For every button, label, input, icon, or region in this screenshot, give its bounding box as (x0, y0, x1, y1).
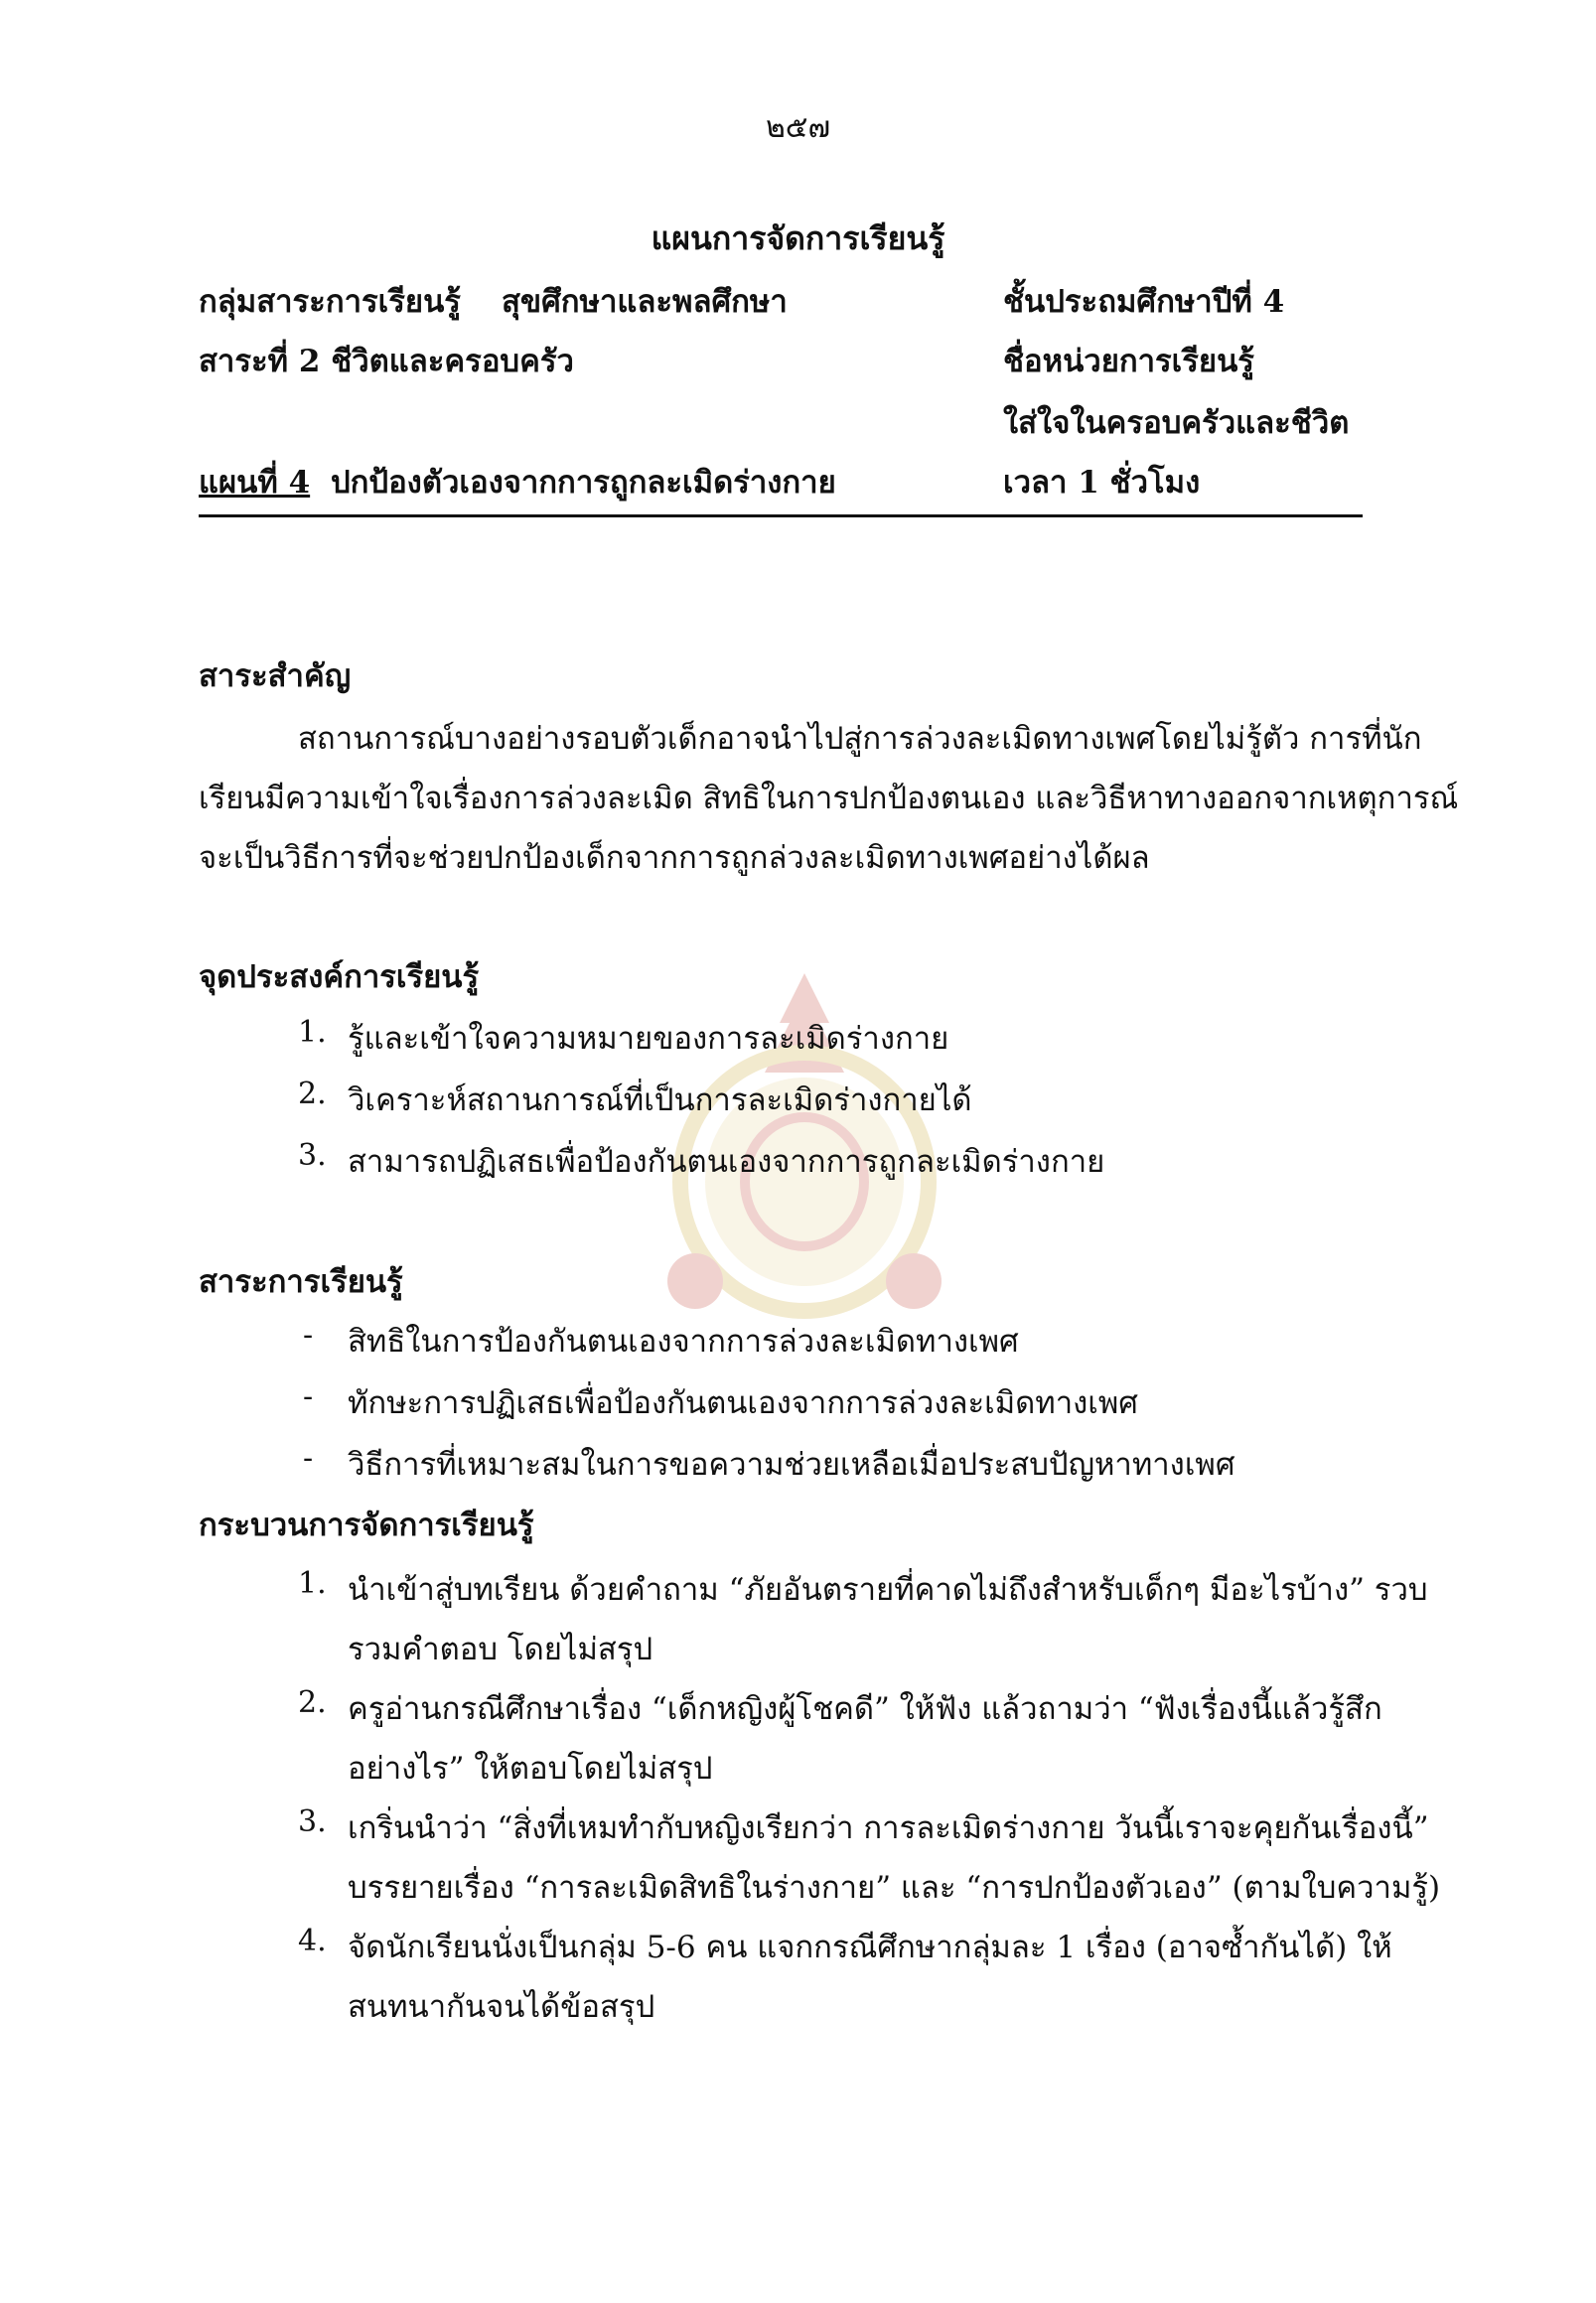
process-heading: กระบวนการจัดการเรียนรู้ (199, 1508, 534, 1543)
key-concept-line: สถานการณ์บางอย่างรอบตัวเด็กอาจนำไปสู่การล่วงละเมิดทางเพศโดยไม่รู้ตัว การที่นัก (298, 721, 1422, 757)
objective-number: 1. (298, 1015, 327, 1050)
unit-name: ใส่ใจในครอบครัวและชีวิต (1003, 405, 1350, 441)
key-concept-line: เรียนมีความเข้าใจเรื่องการล่วงละเมิด สิทธิในการปกป้องตนเอง และวิธีหาทางออกจากเหตุการณ์ (199, 781, 1459, 816)
objective-text: สามารถปฏิเสธเพื่อป้องกันตนเองจากการถูกละเมิดร่างกาย (348, 1144, 1105, 1180)
plan-title: ปกป้องตัวเองจากการถูกละเมิดร่างกาย (330, 465, 836, 501)
subject-group-label: กลุ่มสาระการเรียนรู้ (199, 284, 461, 320)
page-number: ๒๕๗ (765, 110, 831, 145)
process-text: เกริ่นนำว่า “สิ่งที่เหมทำกับหญิงเรียกว่า การละเมิดร่างกาย วันนี้เราจะคุยกันเรื่องนี้” (348, 1810, 1429, 1846)
time: เวลา 1 ชั่วโมง (1003, 465, 1201, 501)
grade-level: ชั้นประถมศึกษาปีที่ 4 (1003, 284, 1285, 320)
process-text: ครูอ่านกรณีศึกษาเรื่อง “เด็กหญิงผู้โชคดี” ให้ฟัง แล้วถามว่า “ฟังเรื่องนี้แล้วรู้สึก (348, 1691, 1382, 1727)
process-text: สนทนากันจนได้ข้อสรุป (348, 1989, 655, 2025)
plan-heading (199, 457, 836, 506)
objective-number: 3. (298, 1138, 327, 1173)
process-text: รวมคำตอบ โดยไม่สรุป (348, 1632, 653, 1667)
objective-text: วิเคราะห์สถานการณ์ที่เป็นการละเมิดร่างกายได้ (348, 1082, 972, 1118)
content-text: ทักษะการปฏิเสธเพื่อป้องกันตนเองจากการล่วงละเมิดทางเพศ (348, 1385, 1138, 1421)
document-title: แผนการจัดการเรียนรู้ (651, 219, 945, 257)
content-text: สิทธิในการป้องกันตนเองจากการล่วงละเมิดทางเพศ (348, 1324, 1019, 1360)
key-concept-heading: สาระสำคัญ (199, 658, 352, 694)
process-text: จัดนักเรียนนั่งเป็นกลุ่ม 5-6 คน แจกกรณีศึกษากลุ่มละ 1 เรื่อง (อาจซ้ำกันได้) ให้ (348, 1930, 1392, 1965)
strand: สาระที่ 2 ชีวิตและครอบครัว (199, 344, 574, 379)
process-text: บรรยายเรื่อง “การละเมิดสิทธิในร่างกาย” และ “การปกป้องตัวเอง” (ตามใบความรู้) (348, 1870, 1441, 1906)
header-divider (199, 514, 1363, 517)
objective-number: 2. (298, 1077, 327, 1111)
process-number: 3. (298, 1804, 327, 1839)
content-heading: สาระการเรียนรู้ (199, 1264, 403, 1300)
objectives-heading: จุดประสงค์การเรียนรู้ (199, 959, 480, 995)
process-text: อย่างไร” ให้ตอบโดยไม่สรุป (348, 1751, 713, 1787)
content-text: วิธีการที่เหมาะสมในการขอความช่วยเหลือเมื่อประสบปัญหาทางเพศ (348, 1447, 1235, 1483)
content-bullet: - (303, 1441, 314, 1476)
key-concept-line: จะเป็นวิธีการที่จะช่วยปกป้องเด็กจากการถูกล่วงละเมิดทางเพศอย่างได้ผล (199, 840, 1150, 876)
objective-text: รู้และเข้าใจความหมายของการละเมิดร่างกาย (348, 1021, 949, 1057)
unit-label: ชื่อหน่วยการเรียนรู้ (1003, 344, 1254, 379)
subject-group-value: สุขศึกษาและพลศึกษา (502, 284, 788, 320)
process-number: 4. (298, 1924, 327, 1958)
content-bullet: - (303, 1379, 314, 1414)
process-number: 1. (298, 1566, 327, 1601)
content-bullet: - (303, 1318, 314, 1353)
process-text: นำเข้าสู่บทเรียน ด้วยคำถาม “ภัยอันตรายที่คาดไม่ถึงสำหรับเด็กๆ มีอะไรบ้าง” รวบ (348, 1572, 1428, 1608)
process-number: 2. (298, 1685, 327, 1720)
plan-label: แผนที่ 4 (199, 465, 311, 501)
